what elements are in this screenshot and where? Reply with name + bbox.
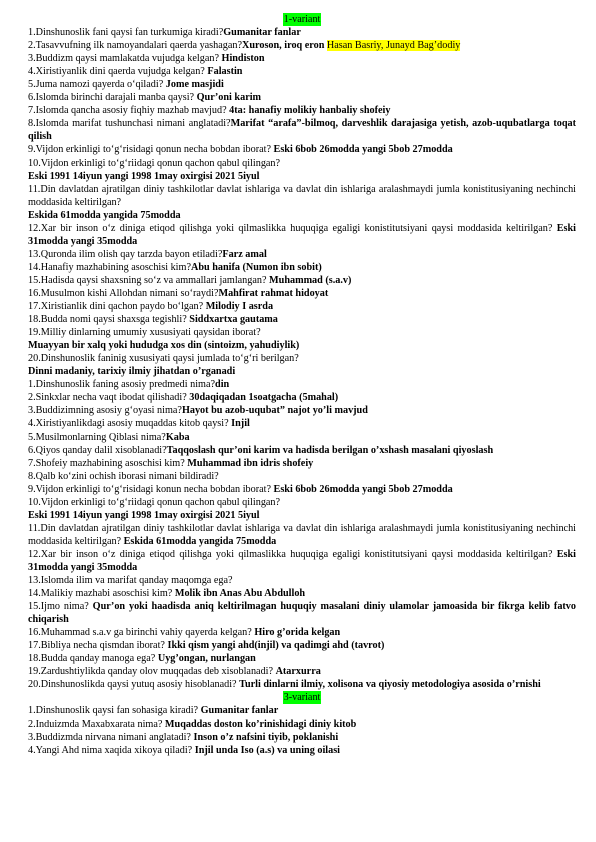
answer-line: Eskida 61modda yangida 75modda bbox=[28, 209, 181, 221]
question-line: 10.Vijdon erkinligi to‘g‘riidagi qonun qachon qabul qilingan? bbox=[28, 496, 281, 508]
question-line: 4.Yangi Ahd nima xaqida xikoya qiladi? Injil unda Iso (a.s) va uning oilasi bbox=[28, 744, 340, 756]
variant-heading-1 bbox=[28, 13, 576, 26]
answer-line: Eski 1991 14iyun yangi 1998 1may oxirgisi 2021 5iyul bbox=[28, 509, 260, 521]
question-line: 20.Dinshunoslikda qaysi yutuq asosiy hisoblanadi? Turli dinlarni ilmiy, xolisona va qiyosiy metodologiya asosida o’rnishi bbox=[28, 679, 541, 691]
question-line: 11.Din davlatdan ajratilgan diniy tashkilotlar davlat ishlariga va davlat din ishlariga aralashmaydi jumla konistitusiyaning nechinchi moddasida keltirilgan? bbox=[28, 183, 576, 208]
answer-line: Dinni madaniy, tarixiy ilmiy jihatdan o’rganadi bbox=[28, 366, 236, 378]
question-line: 1.Dinshunoslik faning asosiy predmedi nima?din bbox=[28, 379, 230, 391]
question-line: 16.Musulmon kishi Allohdan nimani so‘raydi?Mahfirat rahmat hidoyat bbox=[28, 287, 329, 299]
question-line: 10.Vijdon erkinligi to‘g‘riidagi qonun qachon qabul qilingan? bbox=[28, 157, 281, 169]
question-line: 6.Islomda birinchi darajali manba qaysi? Qur’oni karim bbox=[28, 92, 262, 104]
question-line: 14.Malikiy mazhabi asoschisi kim? Molik ibn Anas Abu Abdulloh bbox=[28, 588, 306, 600]
question-line: 12.Xar bir inson o‘z diniga etiqod qilishga yoki qilmaslikka huquqiga egaligi konistitutsiyani qaysi moddasida keltirilgan? Eski 31modda yangi 35modda bbox=[28, 548, 576, 573]
question-line: 11.Din davlatdan ajratilgan diniy tashkilotlar davlat ishlariga va davlat din ishlariga aralashmaydi jumla konistitusiyaning nechinchi moddasida keltirilgan? Eskida 61modda yangida 75modda bbox=[28, 522, 576, 547]
question-line: 16.Muhammad s.a.v ga birinchi vahiy qayerda kelgan? Hiro g’orida kelgan bbox=[28, 627, 341, 639]
question-line: 13.Quronda ilim olish qay tarzda bayon etiladi?Farz amal bbox=[28, 248, 267, 260]
question-line: 5.Juma namozi qayerda o‘qiladi? Jome masjidi bbox=[28, 79, 224, 91]
question-line: 4.Xiristiyanlikdagi asosiy muqaddas kitob qaysi? Injil bbox=[28, 418, 250, 430]
question-line: 12.Xar bir inson o‘z diniga etiqod qilishga yoki qilmaslikka huquqiga egaligi konistitutsiyani qaysi moddasida keltirilgan? Eski 31modda yangi 35modda bbox=[28, 222, 576, 247]
question-line: 1.Dinshunoslik fani qaysi fan turkumiga kiradi?Gumanitar fanlar bbox=[28, 27, 301, 39]
question-line: 18.Budda nomi qaysi shaxsga tegishli? Siddxartxa gautama bbox=[28, 314, 278, 326]
variant-heading-3 bbox=[28, 691, 576, 704]
question-line: 8.Islomda marifat tushunchasi nimani anglatadi?Marifat “arafa”-bilmoq, darveshlik darajasiga yetish, azob-uqubatlarga toqat qilish bbox=[28, 118, 576, 143]
question-line: 17.Xiristianlik dini qachon paydo bo‘lgan? Milodiy I asrda bbox=[28, 301, 274, 313]
question-line: 5.Musilmonlarning Qiblasi nima?Kaba bbox=[28, 431, 190, 443]
question-line: 6.Qiyos qanday dalil xisoblanadi?Taqqoslash qur’oni karim va hadisda berilgan o’xshash masalani qiyoslash bbox=[28, 444, 494, 456]
question-line: 1.Dinshunoslik qaysi fan sohasiga kiradi? Gumanitar fanlar bbox=[28, 705, 279, 717]
variant-label: 3-variant bbox=[283, 692, 321, 704]
question-line: 9.Vijdon erkinligi to‘g‘risidagi qonun necha bobdan iborat? Eski 6bob 26modda yangi 5bob 27modda bbox=[28, 144, 453, 156]
variant-label: 1-variant bbox=[283, 14, 321, 25]
question-line: 7.Islomda qancha asosiy fiqhiy mazhab mavjud? 4ta: hanafiy molikiy hanbaliy shofeiy bbox=[28, 105, 391, 117]
question-line: 20.Dinshunoslik faninig xususiyati qaysi jumlada to‘g‘ri berilgan? bbox=[28, 353, 299, 365]
question-line: 3.Buddizimning asosiy g‘oyasi nima?Hayot bu azob-uqubat” najot yo’li mavjud bbox=[28, 405, 368, 417]
question-line: 2.Induizmda Maxabxarata nima? Muqaddas doston ko’rinishidagi diniy kitob bbox=[28, 718, 357, 730]
answer-line: Eski 1991 14iyun yangi 1998 1may oxirgisi 2021 5iyul bbox=[28, 170, 260, 182]
question-line: 8.Qalb ko‘zini ochish iborasi nimani bildiradi? bbox=[28, 470, 219, 482]
answer-line: Muayyan bir xalq yoki hududga xos din (sintoizm, yahudiylik) bbox=[28, 340, 300, 352]
question-line: 19.Zardushtiylikda qanday olov muqqadas deb xisoblanadi? Atarxurra bbox=[28, 666, 321, 678]
question-line: 2.Tasavvufning ilk namoyandalari qaerda yashagan?Xuroson, iroq eron Hasan Basriy, Junayd Bag’dodiy bbox=[28, 40, 461, 52]
question-line: 14.Hanafiy mazhabining asoschisi kim?Abu hanifa (Numon ibn sobit) bbox=[28, 261, 322, 273]
question-line: 2.Sinkxlar necha vaqt ibodat qilishadi? 30daqiqadan 1soatgacha (5mahal) bbox=[28, 392, 339, 404]
question-line: 4.Xiristiyanlik dini qaerda vujudga kelgan? Falastin bbox=[28, 66, 243, 78]
question-line: 15.Hadisda qaysi shaxsning so‘z va ammallari jamlangan? Muhammad (s.a.v) bbox=[28, 274, 352, 286]
question-line: 19.Milliy dinlarning umumiy xususiyati qaysidan iborat? bbox=[28, 327, 261, 339]
question-line: 3.Buddizmda nirvana nimani anglatadi? Inson o’z nafsini tiyib, poklanishi bbox=[28, 731, 339, 743]
question-line: 13.Islomda ilim va marifat qanday maqomga ega? bbox=[28, 575, 233, 587]
question-line: 17.Bibliya necha qismdan iborat? Ikki qism yangi ahd(injil) va qadimgi ahd (tavrot) bbox=[28, 640, 385, 652]
question-line: 3.Buddizm qaysi mamlakatda vujudga kelgan? Hindiston bbox=[28, 53, 265, 65]
question-line: 7.Shofeiy mazhabining asoschisi kim? Muhammad ibn idris shofeiy bbox=[28, 457, 314, 469]
document-page bbox=[28, 13, 576, 757]
question-line: 15.Ijmo nima? Qur’on yoki haadisda aniq keltirilmagan huquqiy masalani diniy ulamolar jamoasida bir fikrga kelib fatvo chiqarish bbox=[28, 601, 576, 626]
question-line: 18.Budda qanday manoga ega? Uyg’ongan, nurlangan bbox=[28, 653, 256, 665]
question-line: 9.Vijdon erkinligi to‘g‘risidagi konun necha bobdan iborat? Eski 6bob 26modda yangi 5bob 27modda bbox=[28, 483, 453, 495]
highlighted-answer: Hasan Basriy, Junayd Bag’dodiy bbox=[326, 40, 461, 52]
